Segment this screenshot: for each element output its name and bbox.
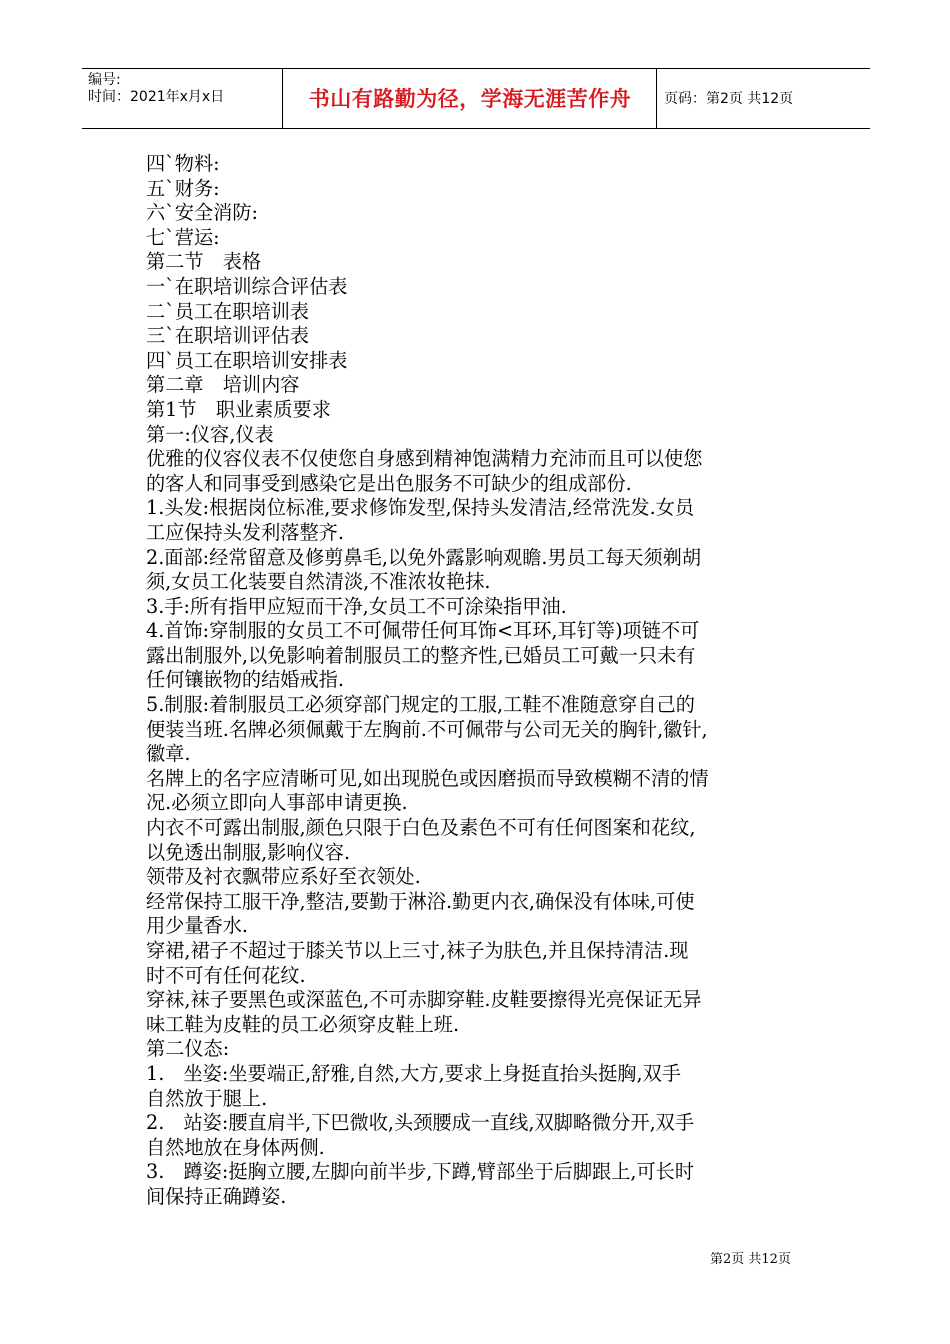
text-line: 第一:仪容,仪表 — [146, 422, 274, 446]
header-motto: 书山有路勤为径，学海无涯苦作舟 — [308, 87, 632, 111]
text-line: 第二仪态: — [146, 1037, 230, 1061]
text-line: 三`在职培训评估表 — [146, 324, 310, 348]
text-line: 二`员工在职培训表 — [146, 299, 310, 323]
header-divider-left — [282, 68, 283, 128]
header-bottom-rule — [82, 128, 870, 129]
text-line: 自然放于腿上. — [146, 1086, 268, 1110]
text-line: 3.手:所有指甲应短而干净,女员工不可涂染指甲油. — [146, 594, 567, 618]
text-line: 第二节 表格 — [146, 250, 262, 274]
text-line: 2. 站姿:腰直肩半,下巴微收,头颈腰成一直线,双脚略微分开,双手 — [146, 1111, 695, 1135]
header-meta — [88, 72, 278, 106]
text-line: 自然地放在身体两侧. — [146, 1135, 325, 1159]
text-line: 况.必须立即向人事部申请更换. — [146, 791, 408, 815]
text-line: 优雅的仪容仪表不仅使您自身感到精神饱满精力充沛而且可以使您 — [146, 447, 703, 471]
text-line: 5.制服:着制服员工必须穿部门规定的工服,工鞋不准随意穿自己的 — [146, 693, 695, 717]
text-line: 徽章. — [146, 742, 191, 766]
text-line: 4.首饰:穿制服的女员工不可佩带任何耳饰<耳环,耳钉等)项链不可 — [146, 619, 700, 643]
document-code-label: 编号: — [88, 72, 121, 88]
text-line: 四`员工在职培训安排表 — [146, 348, 348, 372]
text-line: 的客人和同事受到感染它是出色服务不可缺少的组成部份. — [146, 471, 632, 495]
text-line: 领带及衬衣飘带应系好至衣领处. — [146, 865, 421, 889]
text-line: 3. 蹲姿:挺胸立腰,左脚向前半步,下蹲,臂部坐于后脚跟上,可长时 — [146, 1160, 695, 1184]
text-line: 时不可有任何花纹. — [146, 963, 306, 987]
header-page-info: 页码：第2页 共12页 — [664, 91, 794, 107]
text-line: 便装当班.名牌必须佩戴于左胸前.不可佩带与公司无关的胸针,徽针, — [146, 717, 708, 741]
text-line: 名牌上的名字应清晰可见,如出现脱色或因磨损而导致模糊不清的情 — [146, 766, 709, 790]
text-line: 第1节 职业素质要求 — [146, 397, 331, 421]
text-line: 穿裙,裙子不超过于膝关节以上三寸,袜子为肤色,并且保持清洁.现 — [146, 939, 689, 962]
text-line: 须,女员工化装要自然清淡,不准浓妆艳抹. — [146, 570, 491, 594]
document-body — [146, 152, 814, 1210]
text-line: 六`安全消防: — [146, 201, 258, 225]
text-line: 四`物料: — [146, 152, 220, 175]
text-line: 经常保持工服干净,整洁,要勤于淋浴.勤更内衣,确保没有体味,可使 — [146, 889, 695, 913]
text-line: 第二章 培训内容 — [146, 373, 300, 397]
text-line: 七`营运: — [146, 225, 220, 249]
text-line: 穿袜,袜子要黑色或深蓝色,不可赤脚穿鞋.皮鞋要擦得光亮保证无异 — [146, 988, 702, 1012]
text-line: 间保持正确蹲姿. — [146, 1184, 287, 1208]
text-line: 五`财务: — [146, 176, 220, 200]
text-line: 用少量香水. — [146, 914, 249, 938]
text-line: 露出制服外,以免影响着制服员工的整齐性,已婚员工可戴一只未有 — [146, 643, 696, 667]
text-line: 味工鞋为皮鞋的员工必须穿皮鞋上班. — [146, 1012, 460, 1036]
document-date: 时间：2021年x月x日 — [88, 89, 225, 105]
text-line: 任何镶嵌物的结婚戒指. — [146, 668, 344, 692]
text-line: 2.面部:经常留意及修剪鼻毛,以免外露影响观瞻.男员工每天须剃胡 — [146, 545, 702, 569]
text-line: 一`在职培训综合评估表 — [146, 274, 348, 298]
text-line: 1.头发:根据岗位标准,要求修饰发型,保持头发清洁,经常洗发.女员 — [146, 496, 695, 520]
text-line: 以免透出制服,影响仪容. — [146, 840, 351, 864]
text-line: 1. 坐姿:坐要端正,舒雅,自然,大方,要求上身挺直抬头挺胸,双手 — [146, 1061, 681, 1085]
footer-page-info: 第2页 共12页 — [710, 1252, 791, 1267]
header-divider-right — [656, 68, 657, 128]
text-line: 工应保持头发利落整齐. — [146, 520, 344, 544]
text-line: 内衣不可露出制服,颜色只限于白色及素色不可有任何图案和花纹, — [146, 816, 696, 840]
